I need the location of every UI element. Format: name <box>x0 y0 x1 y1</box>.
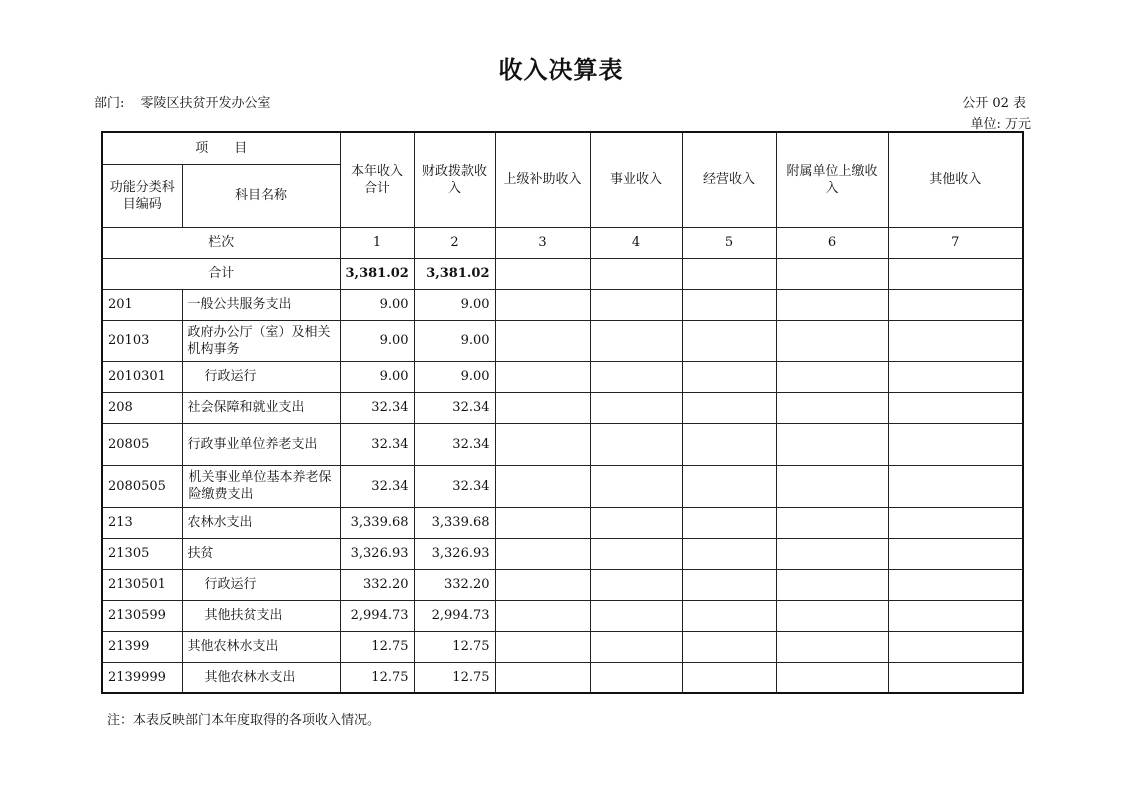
row-name: 行政运行 <box>182 569 340 600</box>
row-code: 20103 <box>102 320 182 361</box>
table-row <box>102 320 1023 361</box>
row-name: 其他农林水支出 <box>182 631 340 662</box>
row-code: 208 <box>102 392 182 423</box>
total-value <box>590 258 682 289</box>
row-value: 9.00 <box>340 289 414 320</box>
table-row <box>102 465 1023 507</box>
row-value: 332.20 <box>340 569 414 600</box>
row-value: 9.00 <box>414 320 495 361</box>
row-value: 9.00 <box>340 320 414 361</box>
table-row <box>102 631 1023 662</box>
row-value: 12.75 <box>340 662 414 693</box>
table-row <box>102 423 1023 465</box>
header-col-5: 经营收入 <box>682 132 776 227</box>
row-code: 213 <box>102 507 182 538</box>
row-code: 201 <box>102 289 182 320</box>
total-value <box>776 258 888 289</box>
footnote: 注：本表反映部门本年度取得的各项收入情况。 <box>107 713 381 728</box>
header-col-7: 其他收入 <box>888 132 1023 227</box>
department-label: 部门: <box>94 96 125 111</box>
index-number: 5 <box>682 227 776 258</box>
row-value: 3,326.93 <box>414 538 495 569</box>
row-code: 21399 <box>102 631 182 662</box>
row-code: 2010301 <box>102 361 182 392</box>
row-name: 扶贫 <box>182 538 340 569</box>
total-value <box>495 258 590 289</box>
row-code: 2130599 <box>102 600 182 631</box>
total-value: 3,381.02 <box>340 258 414 289</box>
header-col-1: 本年收入合计 <box>340 132 414 227</box>
row-value: 12.75 <box>340 631 414 662</box>
department-name: 零陵区扶贫开发办公室 <box>140 96 271 111</box>
total-label: 合计 <box>102 258 340 289</box>
income-table <box>101 131 1024 694</box>
index-number: 6 <box>776 227 888 258</box>
total-value <box>682 258 776 289</box>
row-value: 2,994.73 <box>414 600 495 631</box>
row-code: 2139999 <box>102 662 182 693</box>
index-number: 7 <box>888 227 1023 258</box>
row-code: 2130501 <box>102 569 182 600</box>
row-code: 21305 <box>102 538 182 569</box>
header-code: 功能分类科目编码 <box>102 164 182 227</box>
index-number: 1 <box>340 227 414 258</box>
row-name: 政府办公厅（室）及相关机构事务 <box>182 320 340 361</box>
row-name: 其他扶贫支出 <box>182 600 340 631</box>
row-value: 9.00 <box>414 361 495 392</box>
header-col-4: 事业收入 <box>590 132 682 227</box>
row-value: 32.34 <box>340 423 414 465</box>
table-row <box>102 361 1023 392</box>
index-row <box>102 227 1023 258</box>
header-item-group: 项 目 <box>102 132 340 164</box>
row-value: 32.34 <box>414 423 495 465</box>
table-row <box>102 569 1023 600</box>
row-value: 332.20 <box>414 569 495 600</box>
department-line <box>94 92 271 111</box>
row-value: 32.34 <box>340 392 414 423</box>
row-value: 32.34 <box>414 392 495 423</box>
header-row-1 <box>102 132 1023 164</box>
page-title: 收入决算表 <box>498 56 624 84</box>
table-number: 公开 02 表 <box>962 96 1026 111</box>
header-col-2: 财政拨款收入 <box>414 132 495 227</box>
row-code: 20805 <box>102 423 182 465</box>
index-number: 2 <box>414 227 495 258</box>
row-value: 9.00 <box>414 289 495 320</box>
row-name: 农林水支出 <box>182 507 340 538</box>
row-code: 2080505 <box>102 465 182 507</box>
table-row <box>102 507 1023 538</box>
unit-label: 单位: 万元 <box>970 117 1031 132</box>
index-number: 4 <box>590 227 682 258</box>
header-col-3: 上级补助收入 <box>495 132 590 227</box>
total-value <box>888 258 1023 289</box>
row-name: 机关事业单位基本养老保险缴费支出 <box>182 465 340 507</box>
row-value: 9.00 <box>340 361 414 392</box>
row-value: 3,326.93 <box>340 538 414 569</box>
row-value: 12.75 <box>414 631 495 662</box>
row-value: 3,339.68 <box>340 507 414 538</box>
row-value: 3,339.68 <box>414 507 495 538</box>
row-value: 32.34 <box>340 465 414 507</box>
index-number: 3 <box>495 227 590 258</box>
table-row <box>102 600 1023 631</box>
row-value: 12.75 <box>414 662 495 693</box>
table-row <box>102 662 1023 693</box>
row-name: 社会保障和就业支出 <box>182 392 340 423</box>
table-row <box>102 289 1023 320</box>
total-row <box>102 258 1023 289</box>
row-value: 2,994.73 <box>340 600 414 631</box>
total-value: 3,381.02 <box>414 258 495 289</box>
header-name: 科目名称 <box>182 164 340 227</box>
row-name: 行政运行 <box>182 361 340 392</box>
header-col-6: 附属单位上缴收入 <box>776 132 888 227</box>
row-name: 行政事业单位养老支出 <box>182 423 340 465</box>
row-value: 32.34 <box>414 465 495 507</box>
row-name: 一般公共服务支出 <box>182 289 340 320</box>
table-row <box>102 392 1023 423</box>
table-row <box>102 538 1023 569</box>
row-name: 其他农林水支出 <box>182 662 340 693</box>
index-label: 栏次 <box>102 227 340 258</box>
